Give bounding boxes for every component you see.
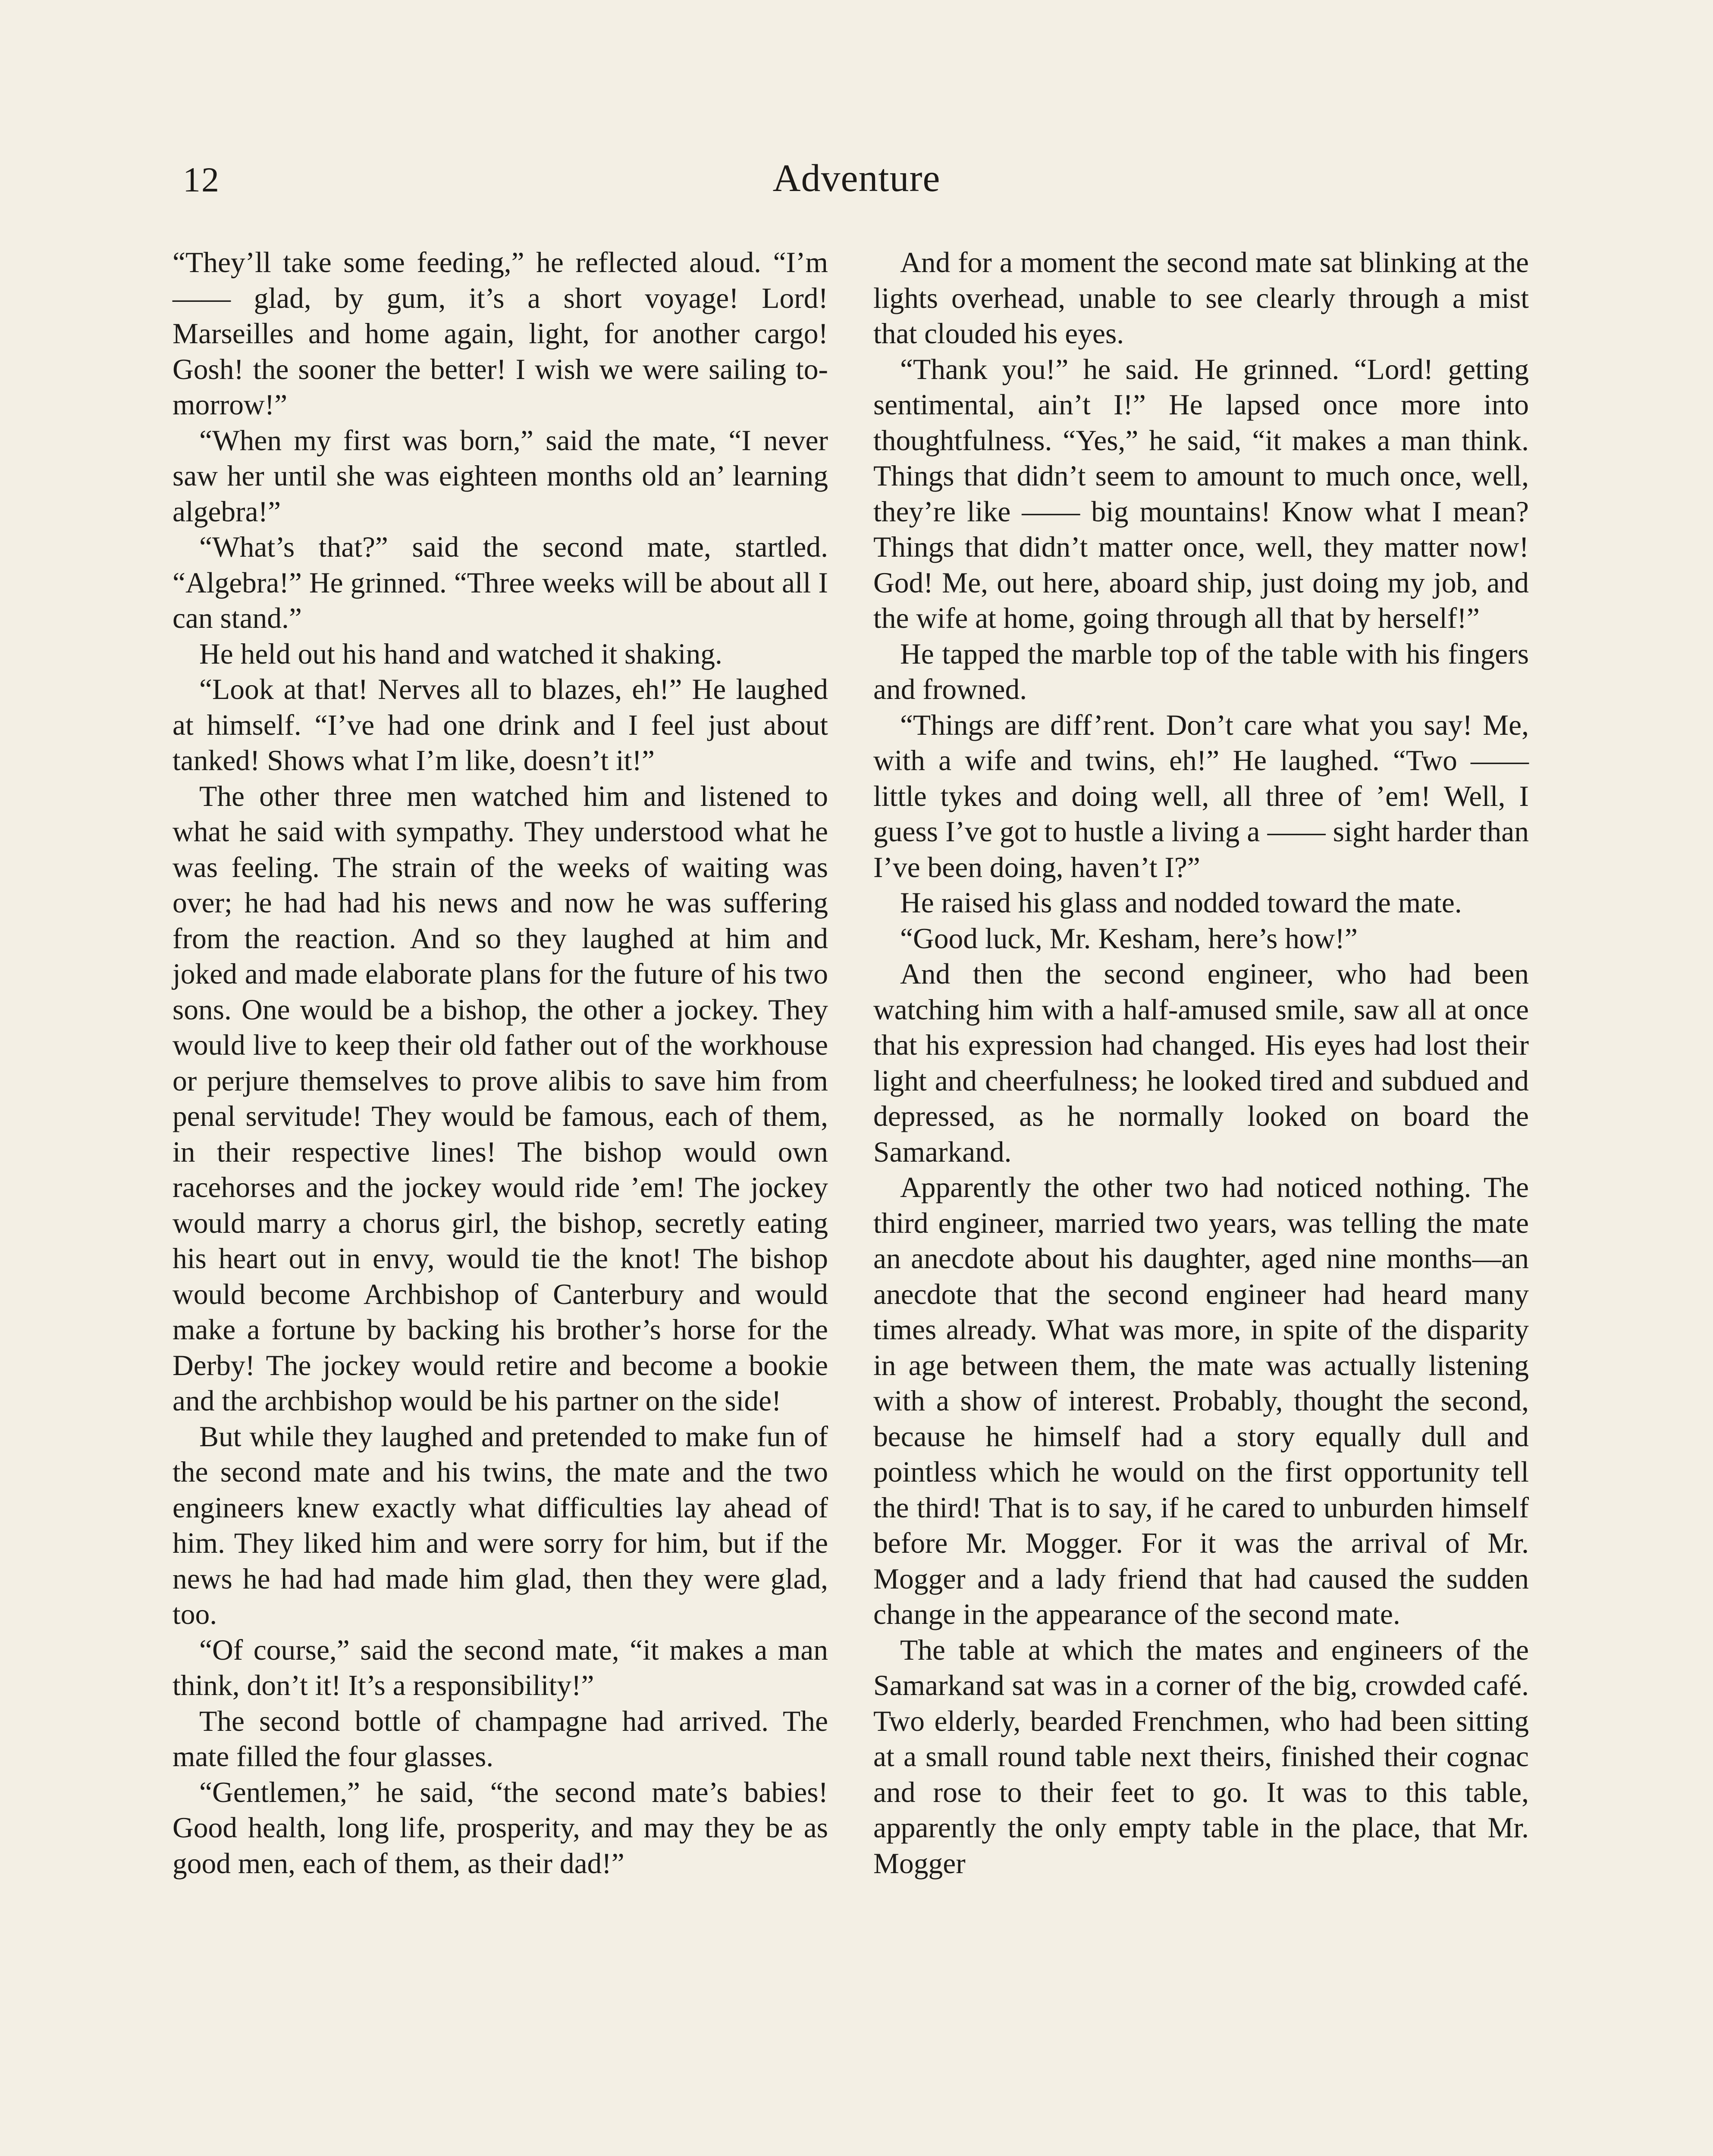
paragraph: “What’s that?” said the second mate, startled. “Algebra!” He grinned. “Three weeks will be about all I can stand.” — [173, 531, 828, 634]
paragraph: He raised his glass and nodded toward the mate. — [900, 887, 1462, 919]
paragraph: He tapped the marble top of the table with his fingers and frowned. — [873, 637, 1529, 705]
paragraph: He held out his hand and watched it shaking. — [199, 637, 722, 670]
paragraph: The second bottle of champagne had arrived. The mate filled the four glasses. — [173, 1705, 828, 1773]
paragraph: The other three men watched him and listened to what he said with sympathy. They understood what he was feeling. The strain of the weeks of waiting was over; he had had his news and now he was suffering from the reaction. And so they laughed at him and joked and made elaborate plans for the future of his two sons. One would be a bishop, the other a jockey. They would live to keep their old father out of the workhouse or perjure themselves to prove alibis to save him from penal servitude! They would be famous, each of them, in their respective lines! The bishop would own racehorses and the jockey would ride ’em! The jockey would marry a chorus girl, the bishop, secretly eating his heart out in envy, would tie the knot! The bishop would become Archbishop of Canterbury and would make a fortune by backing his brother’s horse for the Derby! The jockey would retire and become a bookie and the archbishop would be his partner on the side! — [173, 780, 828, 1417]
paragraph: The table at which the mates and engineers of the Samarkand sat was in a corner of the big, crowded café. Two elderly, bearded Frenchmen, who had been sitting at a small round table next theirs, finished their cognac and rose to their feet to go. It was to this table, apparently the only empty table in the place, that Mr. Mogger — [873, 1633, 1529, 1880]
paragraph: “When my first was born,” said the mate, “I never saw her until she was eighteen months old an’ learning algebra!” — [173, 424, 828, 528]
running-title: Adventure — [772, 157, 941, 200]
paragraph: “They’ll take some feeding,” he reflected aloud. “I’m —— glad, by gum, it’s a short voyage! Lord! Marseilles and home again, light, for another cargo! Gosh! the sooner the better! I wish we were sailing to-morrow!” — [173, 246, 828, 421]
paragraph: “Gentlemen,” he said, “the second mate’s babies! Good health, long life, prosperity, and may they be as good men, each of them, as their dad!” — [173, 1776, 828, 1880]
paragraph: “Look at that! Nerves all to blazes, eh!” He laughed at himself. “I’ve had one drink and I feel just about tanked! Shows what I’m like, doesn’t it!” — [173, 673, 828, 777]
paragraph: And for a moment the second mate sat blinking at the lights overhead, unable to see clearly through a mist that clouded his eyes. — [873, 246, 1529, 350]
paragraph: “Things are diff’rent. Don’t care what you say! Me, with a wife and twins, eh!” He laughed. “Two —— little tykes and doing well, all three of ’em! Well, I guess I’ve got to hustle a living a —— sight harder than I’ve been doing, haven’t I?” — [873, 708, 1529, 884]
paragraph: “Thank you!” he said. He grinned. “Lord! getting sentimental, ain’t I!” He lapsed once more into thoughtfulness. “Yes,” he said, “it makes a man think. Things that didn’t seem to amount to much once, well, they’re like —— big mountains! Know what I mean? Things that didn’t matter once, well, they matter now! God! Me, out here, aboard ship, just doing my job, and the wife at home, going through all that by herself!” — [873, 353, 1529, 634]
paragraph: Apparently the other two had noticed nothing. The third engineer, married two years, was telling the mate an anecdote about his daughter, aged nine months—an anecdote that the second engineer had heard many times already. What was more, in spite of the disparity in age between them, the mate was actually listening with a show of interest. Probably, thought the second, because he himself had a story equally dull and pointless which he would on the first opportunity tell the third! That is to say, if he cared to unburden himself before Mr. Mogger. For it was the arrival of Mr. Mogger and a lady friend that had caused the sudden change in the appearance of the second mate. — [873, 1171, 1529, 1630]
paragraph: But while they laughed and pretended to make fun of the second mate and his twins, the mate and the two engineers knew exactly what difficulties lay ahead of him. They liked him and were sorry for him, but if the news he had had made him glad, then they were glad, too. — [173, 1420, 828, 1630]
right-column — [873, 245, 1529, 1881]
paragraph: “Good luck, Mr. Kesham, here’s how!” — [900, 922, 1358, 955]
left-column — [173, 245, 828, 1881]
paragraph: And then the second engineer, who had been watching him with a half-amused smile, saw all at once that his expression had changed. His eyes had lost their light and cheerfulness; he looked tired and subdued and depressed, as he normally looked on board the Samarkand. — [873, 958, 1529, 1168]
page-number: 12 — [183, 160, 220, 199]
paragraph: “Of course,” said the second mate, “it makes a man think, don’t it! It’s a responsibility!” — [173, 1633, 828, 1702]
